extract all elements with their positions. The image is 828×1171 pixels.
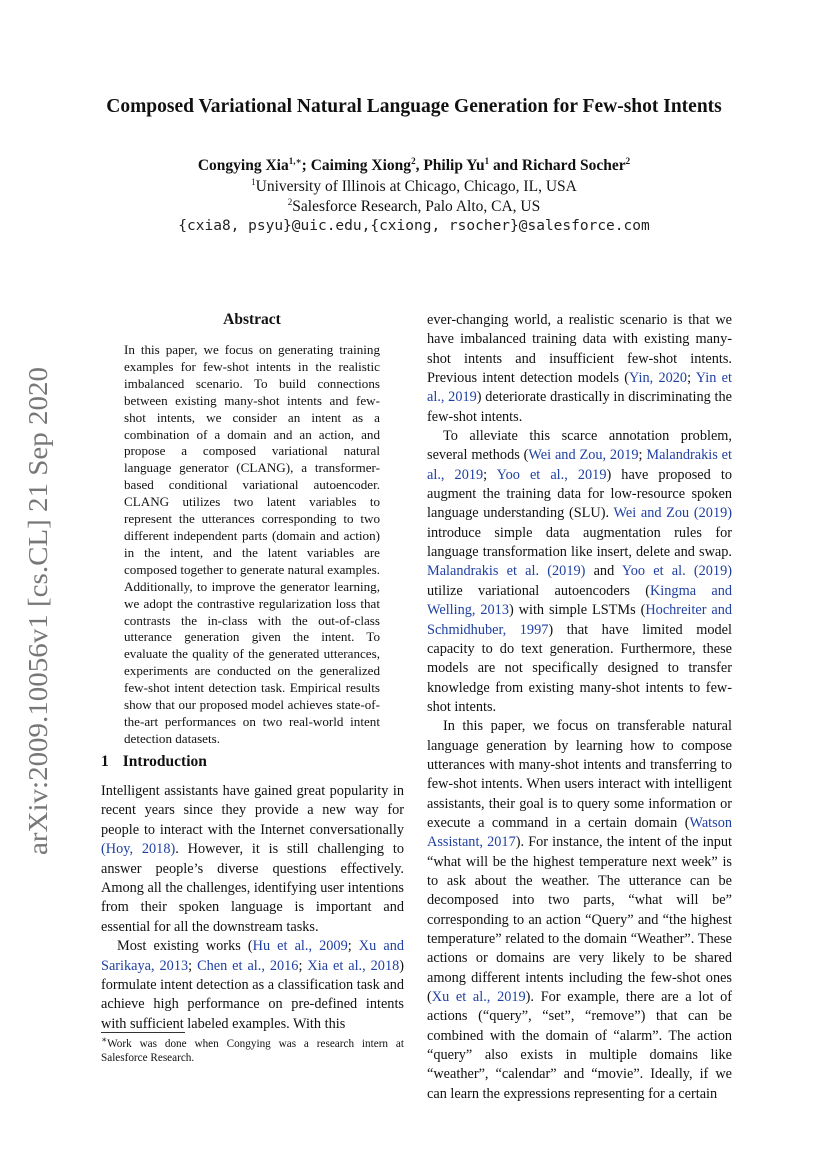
affiliation-2-text: Salesforce Research, Palo Alto, CA, US [292, 198, 541, 215]
citation-link[interactable]: Hu et al., 2009 [252, 938, 348, 955]
author-affiliation-marker: 2 [411, 155, 416, 166]
affiliation-2 [0, 198, 828, 216]
citation-link[interactable]: Xu et al., 2019 [431, 989, 526, 1006]
footnote-text: Work was done when Congying was a research intern at Salesforce Research. [101, 1038, 404, 1064]
paper-title: Composed Variational Natural Language Generation for Few-shot Intents [106, 96, 722, 117]
section-title: Introduction [122, 753, 207, 770]
citation-link[interactable]: (Hoy, 2018) [101, 841, 176, 858]
author-emails: {cxia8, psyu}@uic.edu,{cxiong, rsocher}@salesforce.com [178, 218, 650, 234]
citation-link[interactable]: Xu and Sarikaya, 2013 [101, 938, 404, 974]
arxiv-watermark [22, 365, 54, 855]
citation-link[interactable]: Yin et al., 2019 [427, 370, 732, 406]
citation-link[interactable]: Wei and Zou, 2019 [528, 447, 639, 464]
citation-link[interactable]: Watson Assistant, 2017 [427, 814, 732, 851]
author-name: Philip Yu [423, 157, 485, 174]
author-affiliation-marker: 1,∗ [288, 155, 302, 166]
section-number: 1 [101, 753, 109, 770]
citation-link[interactable]: Kingma and Welling, 2013 [427, 582, 732, 619]
affiliation-1-text: University of Illinois at Chicago, Chicago, IL, USA [255, 178, 577, 195]
citation-link[interactable]: Yin, 2020 [629, 370, 688, 387]
citation-link[interactable]: Wei and Zou (2019) [613, 505, 732, 522]
author-name: Congying Xia [197, 157, 289, 174]
paragraph: Most existing works (Hu et al., 2009; Xu and Sarikaya, 2013; Chen et al., 2016; Xia et al., 2018) formulate intent detection as a classification task and achieve high performance on pre-defined intents with sufficient labeled examples. With this [101, 938, 405, 1032]
citation-link[interactable]: Malandrakis et al., 2019 [427, 447, 733, 483]
author-name: Richard Socher [521, 157, 626, 174]
arxiv-watermark-text: arXiv:2009.10056v1 [cs.CL] 21 Sep 2020 [23, 400, 53, 855]
paragraph: In this paper, we focus on transferable natural language generation by learning how to compose utterances with many-shot intents and transferring to few-shot intents. When users interact with intelligent assistants, their goal is to query some information or execute a command in a certain domain (Watson Assistant, 2017). For instance, the intent of the input “what will be the highest temperature next week” is to ask about the weather. The utterance can be decomposed into two parts, “what will be” corresponding to an action “Query” and “the highest temperature” related to the domain “Weather”. These actions or domains are very likely to be shared among different intents including the few-shot ones (Xu et al., 2019). For example, there are a lot of actions (“query”, “set”, “remove”) that can be combined with the domain of “alarm”. The action “query” also exists in multiple domains like “weather”, “calendar” and “movie”. Ideally, if we can learn the expressions representing for a certain [427, 718, 733, 1102]
abstract-heading: Abstract [223, 311, 281, 328]
paragraph: ever-changing world, a realistic scenario is that we have imbalanced training data with existing many-shot intents and insufficient few-shot intents. Previous intent detection models (Yin, 2020; Yin et al., 2019) deteriorate drastically in discriminating the few-shot intents. [427, 312, 732, 425]
section-heading-introduction [101, 753, 207, 771]
affiliation-2-marker: 2 [287, 196, 293, 207]
affiliation-1 [0, 178, 828, 196]
footnote-divider [101, 1032, 185, 1033]
citation-link[interactable]: Xia et al., 2018 [307, 957, 400, 974]
citation-link[interactable]: Hochreiter and Schmidhuber, 1997 [427, 602, 733, 638]
author-affiliation-marker: 1 [484, 155, 490, 166]
citation-link[interactable]: Yoo et al., 2019 [496, 466, 607, 483]
citation-link[interactable]: Malandrakis et al. (2019) [427, 563, 586, 580]
right-column-body [427, 311, 732, 1104]
author-affiliation-marker: 2 [625, 155, 631, 166]
abstract-text: In this paper, we focus on generating training examples for few-shot intents in the realistic imbalanced scenario. To build connections between existing many-shot intents and few-shot intents, we consider an intent as a combination of a domain and an action, and propose a composed variational natural language generator (CLANG), a transformer-based conditional variational autoencoder. CLANG utilizes two latent variables to represent the utterances corresponding to two different independent parts (domain and action) in the intent, and the latent variables are composed together to generate natural examples. Additionally, to improve the generator learning, we adopt the contrastive regularization loss that contrasts the in-class with the out-of-class utterance generation given the intent. To evaluate the quality of the generated utterances, experiments are conducted on the generalized few-shot intent detection task. Empirical results show that our proposed model achieves state-of-the-art performances on two real-world intent detection datasets. [124, 342, 380, 746]
author-name: Caiming Xiong [310, 157, 412, 174]
affiliation-1-marker: 1 [251, 176, 256, 187]
footnote [101, 1034, 404, 1065]
citation-link[interactable]: Yoo et al. (2019) [621, 563, 732, 580]
paragraph: Intelligent assistants have gained great popularity in recent years since they provide a new way for people to interact with the Internet conversationally (Hoy, 2018). However, it is still challenging to answer people’s diverse questions effectively. Among all the challenges, identifying user intentions from their spoken language is important and essential for all the downstream tasks. [101, 783, 404, 935]
introduction-body [101, 782, 404, 1034]
author-list: Congying Xia$^{1,∗}$; Caiming Xiong$^2$, Philip Yu$^1$ and Richard Socher$^2$ [197, 155, 631, 174]
footnote-marker: ∗ [101, 1034, 108, 1045]
citation-link[interactable]: Chen et al., 2016 [197, 957, 299, 974]
paragraph: To alleviate this scarce annotation problem, several methods (Wei and Zou, 2019; Malandrakis et al., 2019; Yoo et al., 2019) have proposed to augment the training data for low-resource spoken language understanding (SLU). Wei and Zou (2019) introduce simple data augmentation rules for language transformation like insert, delete and swap. Malandrakis et al. (2019) and Yoo et al. (2019) utilize variational autoencoders (Kingma and Welling, 2013) with simple LSTMs (Hochreiter and Schmidhuber, 1997) that have limited model capacity to do text generation. Furthermore, these models are not specifically designed to transfer knowledge from existing many-shot intents to few-shot intents. [427, 428, 733, 715]
